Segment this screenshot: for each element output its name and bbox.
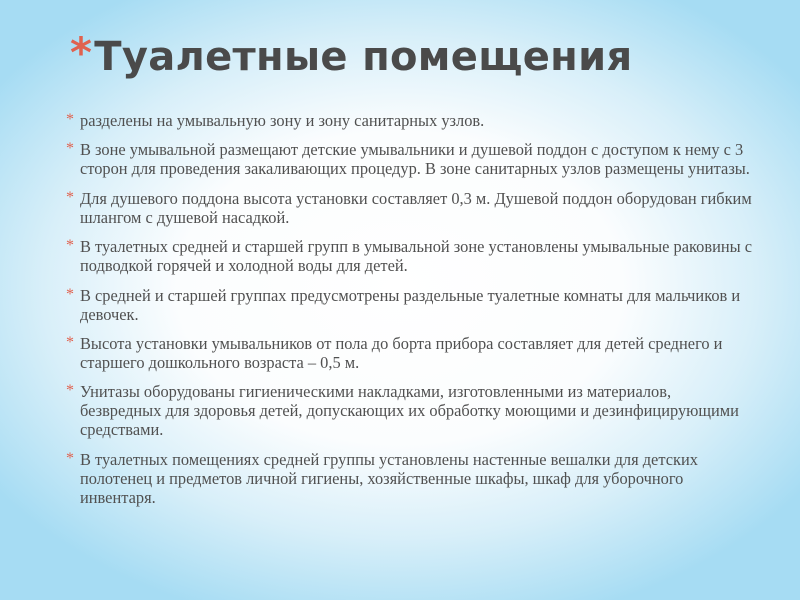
list-item-text: разделены на умывальную зону и зону санитарных узлов. [80, 111, 485, 130]
list-item [66, 334, 756, 372]
asterisk-bullet-icon: * [66, 285, 74, 303]
list-item [66, 382, 756, 439]
list-item [66, 237, 756, 275]
asterisk-bullet-icon: * [66, 333, 74, 351]
asterisk-bullet-icon: * [66, 188, 74, 206]
asterisk-bullet-icon: * [70, 28, 93, 77]
list-item [66, 286, 756, 324]
list-item-text: В зоне умывальной размещают детские умывальники и душевой поддон с доступом к нему с 3 сторон для проведения закаливающих процедур. В зоне санитарных узлов размещены унитазы. [80, 140, 750, 179]
list-item [66, 111, 756, 130]
asterisk-bullet-icon: * [66, 237, 74, 255]
list-item [66, 140, 756, 178]
bullet-list [66, 111, 756, 517]
list-item-text: Высота установки умывальников от пола до борта прибора составляет для детей среднего и старшего дошкольного возраста – 0,5 м. [80, 333, 723, 372]
list-item-text: В средней и старшей группах предусмотрены раздельные туалетные комнаты для мальчиков и девочек. [80, 285, 741, 324]
slide-title-text: Туалетные помещения [94, 34, 633, 80]
slide-title [70, 28, 633, 80]
list-item-text: В туалетных средней и старшей групп в умывальной зоне установлены умывальные раковины с подводкой горячей и холодной воды для детей. [80, 237, 752, 276]
asterisk-bullet-icon: * [66, 449, 74, 467]
list-item-text: Унитазы оборудованы гигиеническими накладками, изготовленными из материалов, безвредных для здоровья детей, допускающих их обработку моющими и дезинфицирующими средствами. [80, 382, 739, 440]
list-item [66, 189, 756, 227]
list-item-text: Для душевого поддона высота установки составляет 0,3 м. Душевой поддон оборудован гибким шлангом с душевой насадкой. [80, 188, 752, 227]
list-item-text: В туалетных помещениях средней группы установлены настенные вешалки для детских полотенец и предметов личной гигиены, хозяйственные шкафы, шкаф для уборочного инвентаря. [80, 449, 698, 507]
list-item [66, 450, 756, 507]
asterisk-bullet-icon: * [66, 111, 74, 128]
asterisk-bullet-icon: * [66, 382, 74, 400]
asterisk-bullet-icon: * [66, 140, 74, 158]
